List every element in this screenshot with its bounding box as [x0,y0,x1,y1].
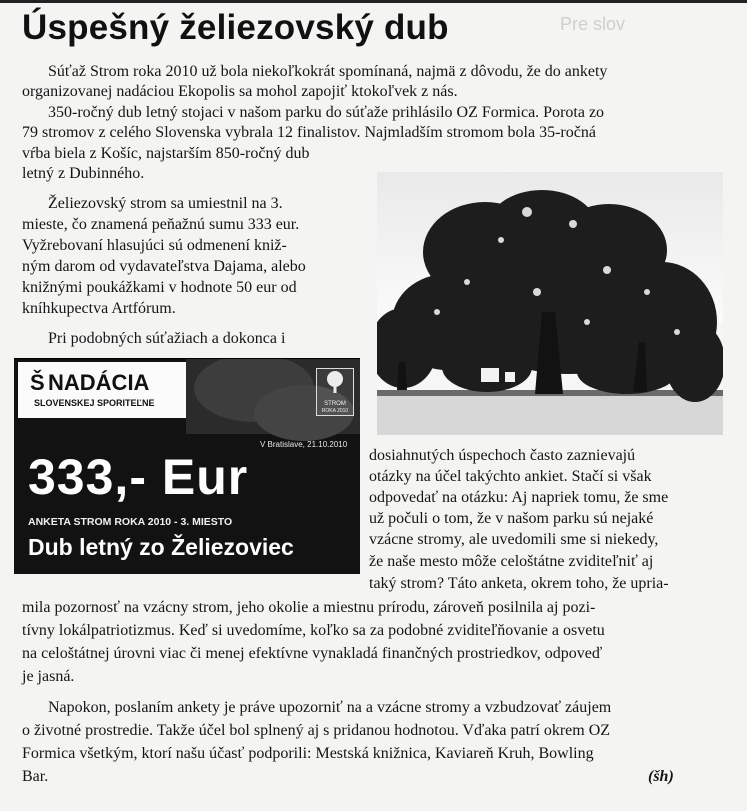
badge-line2: ROKA 2010 [321,408,349,414]
article-line: Napokon, poslaním ankety je práve upozorniť na a vzácne stromy a vzbudzovať záujem [48,699,612,716]
article-line: Pri podobných súťažiach a dokonca i [48,330,286,347]
article-line: taký strom? Táto anketa, okrem toho, že upria- [369,575,669,592]
article-line: je jasná. [22,668,75,685]
award-amount: 333,- Eur [28,449,249,505]
article-line: odpovedať na otázku: Aj napriek tomu, že sme [369,489,669,506]
logo-icon: Š [30,370,45,395]
photo-lawn [377,394,723,435]
article-line: na celoštátnej úrovni viac či menej efektívne vynakladá finančných prostriedkov, odpoveď [22,645,603,662]
article-line: 350-ročný dub letný stojaci v našom parku do súťaže prihlásilo OZ Formica. Porota zo [48,104,605,121]
article-line: Súťaž Strom roka 2010 už bola niekoľkokrát spomínaná, najmä z dôvodu, že do ankety [48,63,608,80]
article-line: otázky na účel takýchto ankiet. Stačí si však [369,468,652,485]
badge-line1: STROM [324,401,346,407]
article-line: tívny lokálpatriotizmus. Keď si uvedomíme, koľko sa za podobné zviditeľňovanie a osvetu [22,622,605,639]
article-line: ným darom od vydavateľstva Dajama, alebo [22,258,306,275]
article-line: dosiahnutých úspechoch často zaznievajú [369,447,636,464]
tree-photo [377,172,723,435]
article-headline: Úspešný želiezovský dub [22,8,449,47]
article-line: mieste, čo znamená peňažnú sumu 333 eur. [22,216,300,233]
article-line: mila pozornosť na vzácny strom, jeho okolie a miestnu prírodu, zároveň posilnila aj pozi- [22,599,596,616]
article-line: letný z Dubinného. [22,165,145,182]
author-signature: (šh) [648,768,674,785]
article-line: organizovanej nadáciou Ekopolis sa mohol zapojiť ktokoľvek z nás. [22,83,458,100]
tree-badge-icon [317,369,353,395]
place-date: V Bratislave, 21.10.2010 [260,440,348,449]
adjacent-column-fragment: Pre slov [560,14,626,34]
article-line: vzácne stromy, ale uvedomili sme si niekedy, [369,531,659,548]
article-line: Želiezovský strom sa umiestnil na 3. [48,195,283,212]
top-rule [0,0,747,3]
logo-subtext: SLOVENSKEJ SPORITEĽNE [34,398,155,408]
award-tree-name: Dub letný zo Želiezoviec [28,534,294,560]
award-subtitle: ANKETA STROM ROKA 2010 - 3. MIESTO [28,516,233,528]
article-line: Formica všetkým, ktorí našu účasť podporili: Mestská knižnica, Kaviareň Kruh, Bowling [22,745,594,762]
article-line: Vyžrebovaní hlasujúci sú odmenení kniž- [22,237,287,254]
article-line: o životné prostredie. Takže účel bol splnený aj s pridanou hodnotou. Vďaka patrí okrem OZ [22,722,611,739]
logo-box [18,362,186,418]
article-line: už počuli o tom, že v našom parku sú nejaké [369,510,654,527]
article-line: 79 stromov z celého Slovenska vybrala 12 finalistov. Najmladším stromom bola 35-ročná [22,124,596,141]
article-line: kníhkupectva Artfórum. [22,300,176,317]
article-line: knižnými poukážkami v hodnote 50 eur od [22,279,297,296]
logo-text: NADÁCIA [48,370,150,395]
article-line: vŕba biela z Košíc, najstarším 850-ročný dub [22,145,310,162]
strom-roka-badge [316,368,354,416]
article-line: Bar. [22,768,49,785]
award-banner [14,358,360,574]
article-line: že naše mesto môže celoštátne zviditeľniť aj [369,553,654,570]
